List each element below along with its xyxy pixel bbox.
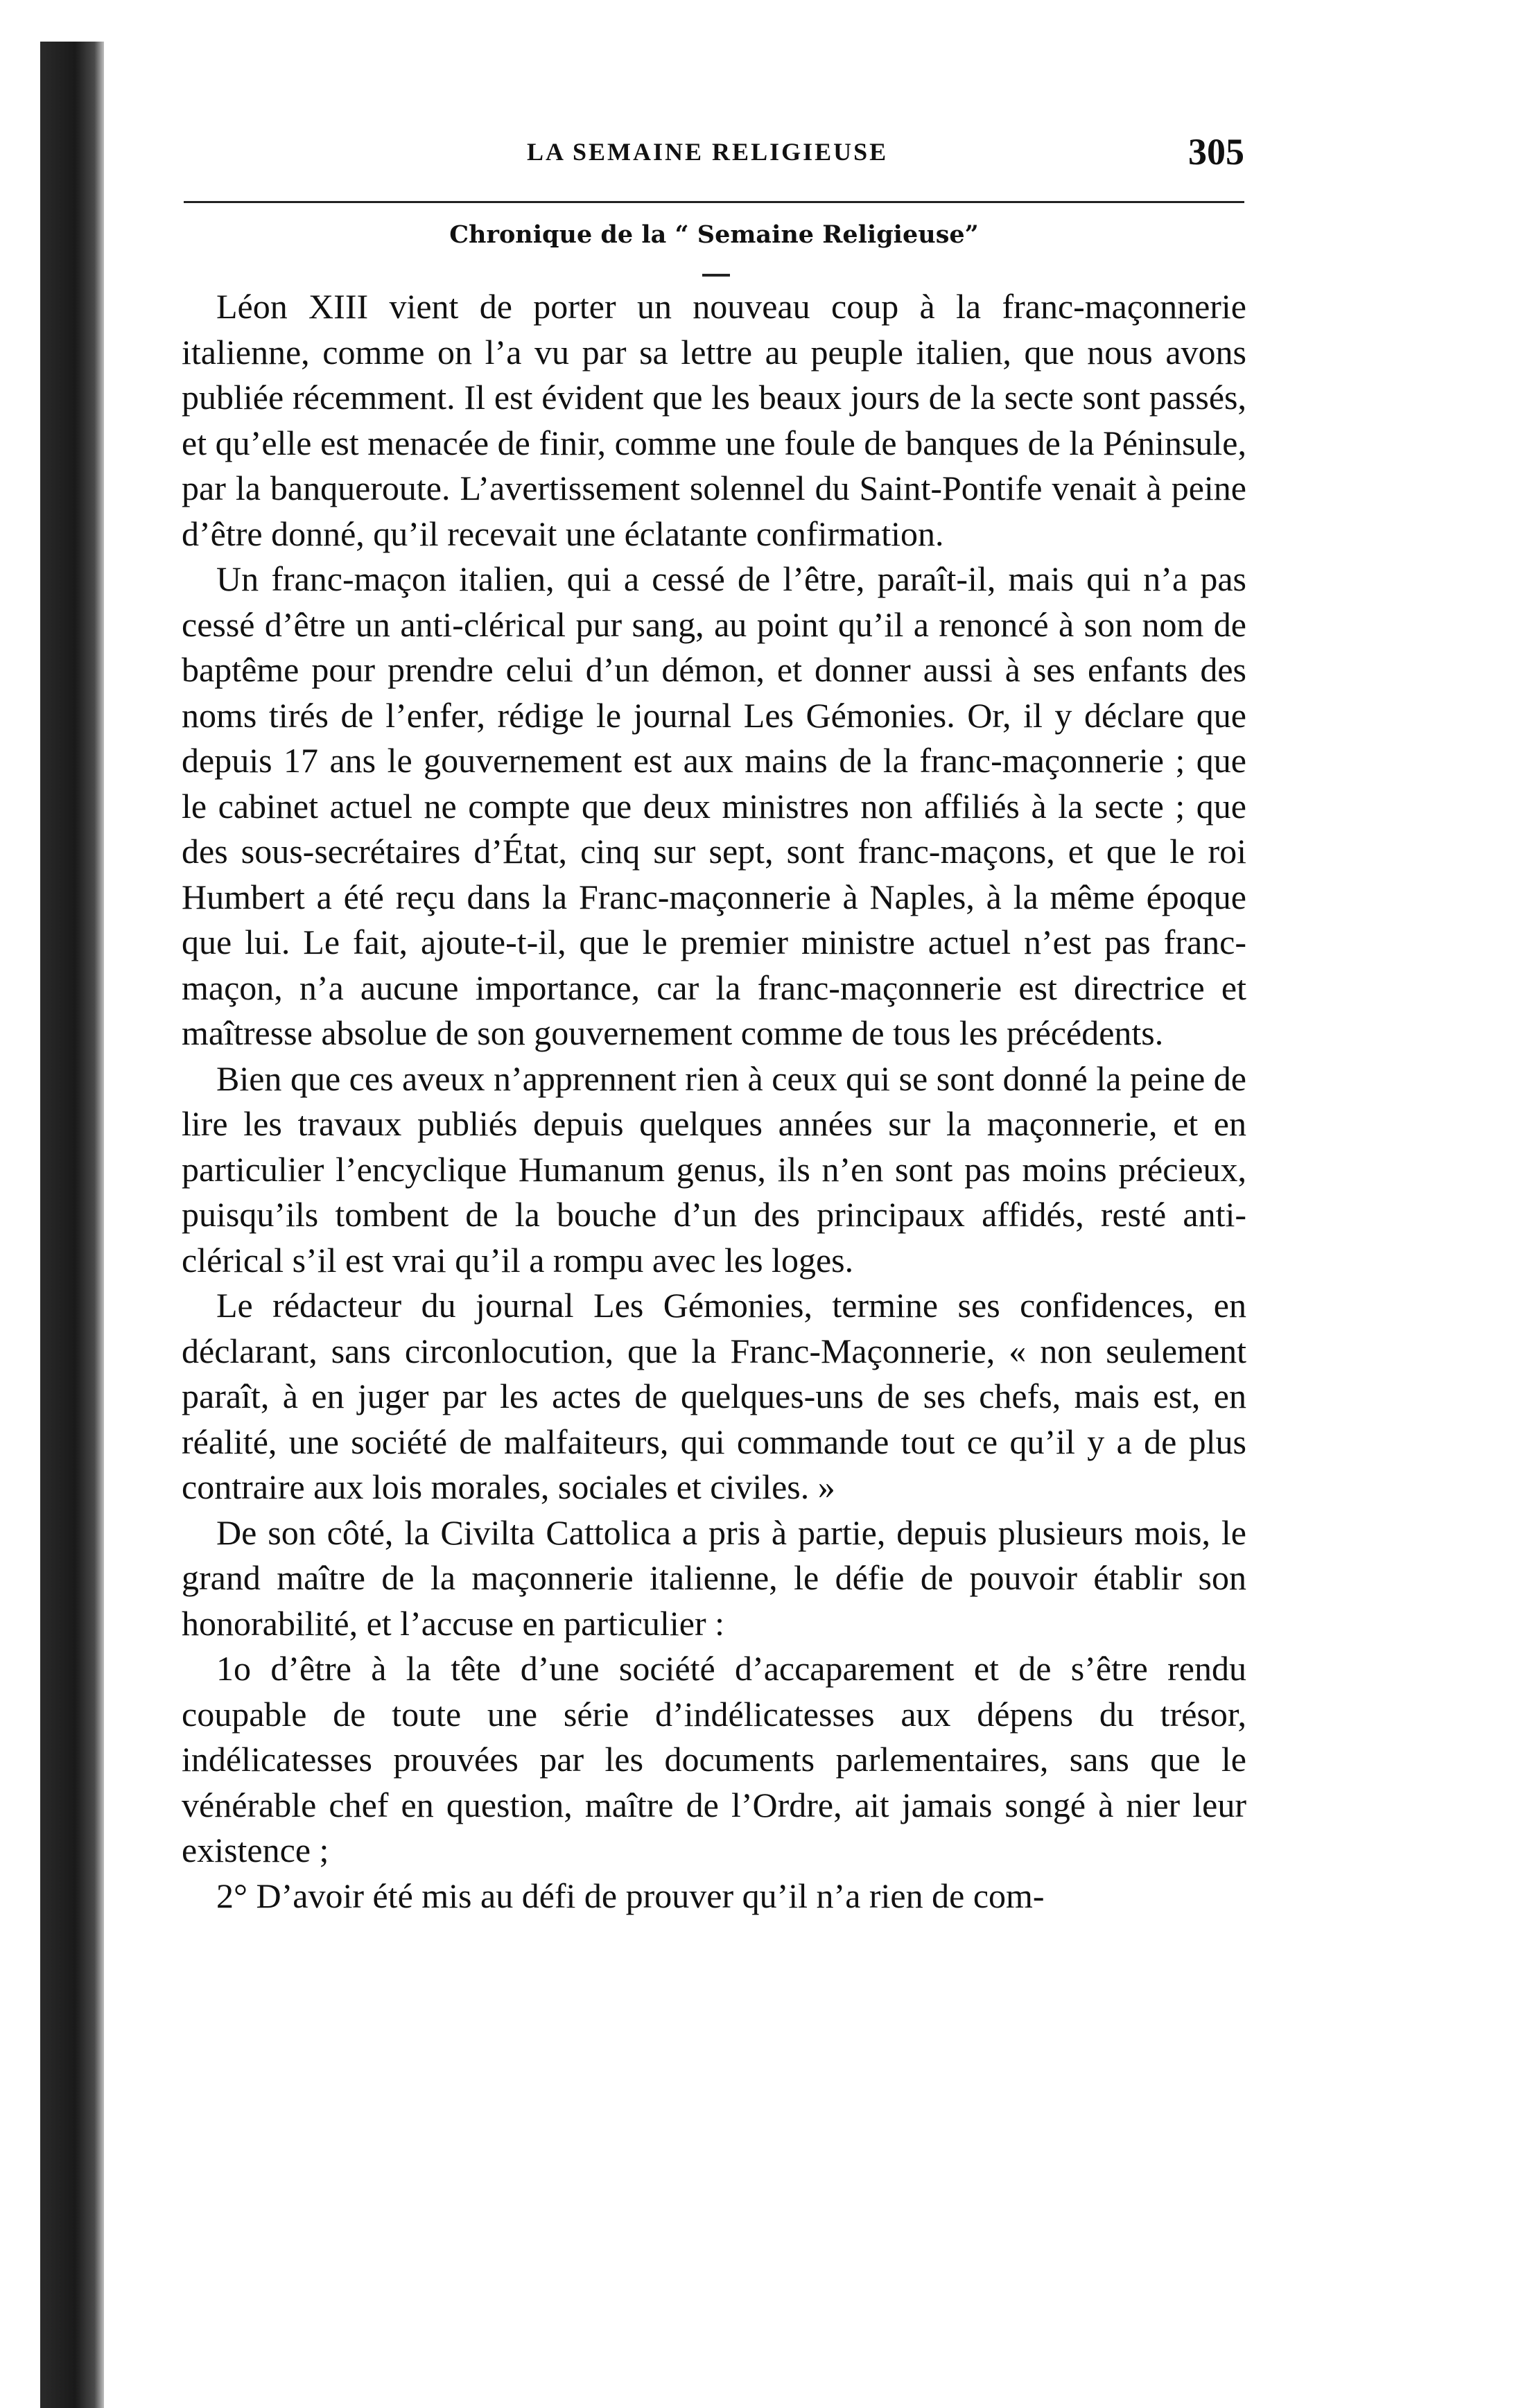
paragraph: De son côté, la Civilta Cattolica a pris à partie, depuis plusieurs mois, le grand maître de la maçonnerie italienne, le défie de pouvoir établir son honorabilité, et l’accuse en particulier : xyxy=(182,1512,1246,1643)
paragraph: 2° D’avoir été mis au défi de prouver qu’il n’a rien de com- xyxy=(216,1876,1045,1915)
section-title: Chronique de la “ Semaine Religieuse” xyxy=(449,220,979,249)
title-dash xyxy=(702,274,730,277)
paragraph: Le rédacteur du journal Les Gémonies, termine ses confidences, en déclarant, sans circonlocution, que la Franc-Maçonnerie, « non seulement paraît, à en juger par les actes de quelques-uns de ses chefs, mais est, en réalité, une société de malfaiteurs, qui commande tout ce qu’il y a de plus contraire aux lois morales, sociales et civiles. » xyxy=(182,1286,1246,1506)
paragraph: 1o d’être à la tête d’une société d’accaparement et de s’être rendu coupable de toute une série d’indélicatesses aux dépens du trésor, indélicatesses prouvées par les documents parlementaires, sans que le vénérable chef en question, maître de l’Ordre, ait jamais songé à nier leur existence ; xyxy=(182,1649,1246,1869)
header-rule xyxy=(184,201,1244,203)
paragraph: Un franc-maçon italien, qui a cessé de l’être, paraît-il, mais qui n’a pas cessé d’être un anti-clérical pur sang, au point qu’il a renoncé à son nom de baptême pour prendre celui d’un démon, et donner aussi à ses enfants des noms tirés de l’enfer, rédige le journal Les Gémonies. Or, il y déclare que depuis 17 ans le gouvernement est aux mains de la franc-maçonnerie ; que le cabinet actuel ne compte que deux ministres non affiliés à la secte ; que des sous-secrétaires d’État, cinq sur sept, sont franc-maçons, et que le roi Humbert a été reçu dans la Franc-maçonnerie à Naples, à la même époque que lui. Le fait, ajoute-t-il, que le premier ministre actuel n’est pas franc-maçon, n’a aucune importance, car la franc-maçonnerie est directrice et maîtresse absolue de son gouvernement comme de tous les précédents. xyxy=(182,559,1246,1052)
paragraph: Léon XIII vient de porter un nouveau coup à la franc-maçonnerie italienne, comme on l’a vu par sa lettre au peuple italien, que nous avons publiée récemment. Il est évident que les beaux jours de la secte sont passés, et qu’elle est menacée de finir, comme une foule de banques de la Péninsule, par la banqueroute. L’avertissement solennel du Saint-Pontife venait à peine d’être donné, qu’il recevait une éclatante confirmation. xyxy=(182,287,1246,553)
paragraph: Bien que ces aveux n’apprennent rien à ceux qui se sont donné la peine de lire les travaux publiés depuis quelques années sur la maçonnerie, et en particulier l’encyclique Humanum genus, ils n’en sont pas moins précieux, puisqu’ils tombent de la bouche d’un des principaux affidés, resté anti-clérical s’il est vrai qu’il a rompu avec les loges. xyxy=(182,1058,1246,1280)
body-text xyxy=(182,284,1246,2128)
page-header xyxy=(184,130,1244,186)
page-binding-edge xyxy=(40,42,104,2408)
page-number: 305 xyxy=(1188,131,1244,173)
running-head: LA SEMAINE RELIGIEUSE xyxy=(527,138,889,166)
